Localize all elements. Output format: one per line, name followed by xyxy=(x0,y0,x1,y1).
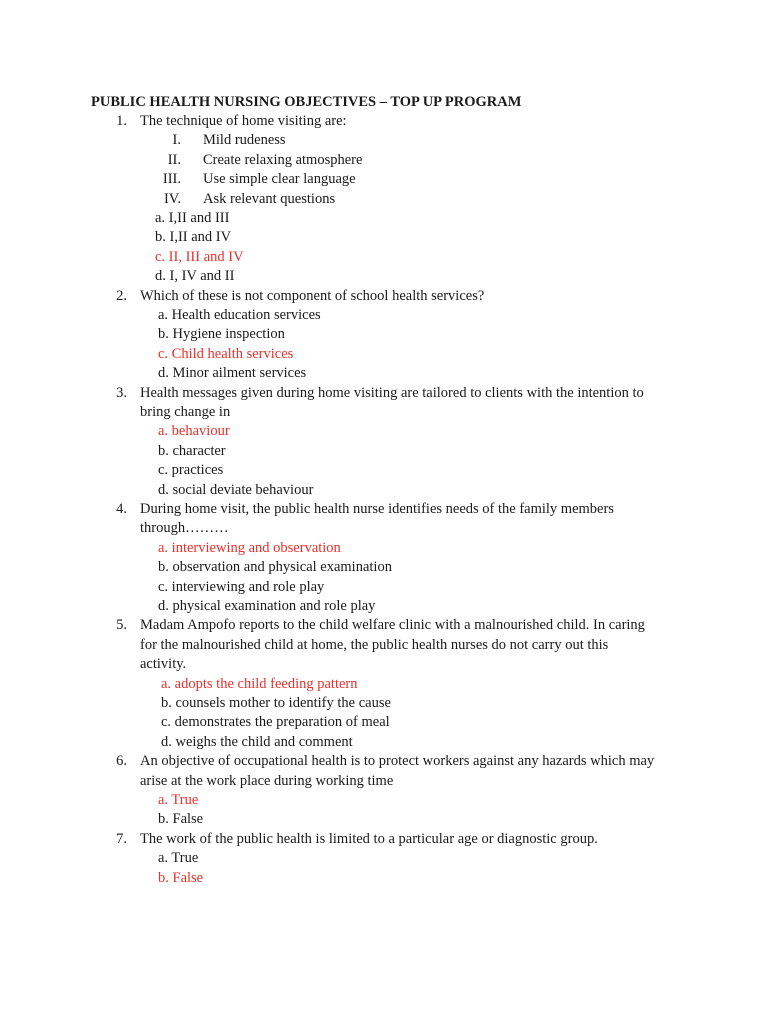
correct-answer-option: a. adopts the child feeding pattern xyxy=(161,675,358,692)
answer-option: a. I,II and III xyxy=(155,210,230,226)
question-number: 2. xyxy=(116,287,127,304)
correct-answer-option: c. II, III and IV xyxy=(155,248,244,265)
question-text: During home visit, the public health nurse identifies needs of the family members xyxy=(140,501,614,517)
question-text: Which of these is not component of school health services? xyxy=(140,287,485,304)
question-number: 7. xyxy=(116,830,127,847)
correct-answer-option: a. True xyxy=(158,792,199,808)
answer-option: b. False xyxy=(158,811,204,828)
answer-option: d. weighs the child and comment xyxy=(161,733,353,750)
answer-option: b. Hygiene inspection xyxy=(158,326,285,343)
statement-numeral: I. xyxy=(172,132,181,149)
question-text: Madam Ampofo reports to the child welfare clinic with a malnourished child. In caring xyxy=(140,617,645,634)
answer-option: b. I,II and IV xyxy=(155,229,232,246)
page-title: PUBLIC HEALTH NURSING OBJECTIVES – TOP UP PROGRAM xyxy=(91,94,522,110)
answer-option: d. Minor ailment services xyxy=(158,365,307,382)
question-number: 1. xyxy=(116,113,127,129)
answer-option: c. demonstrates the preparation of meal xyxy=(161,714,390,731)
question-text: arise at the work place during working time xyxy=(140,772,394,789)
question-text: An objective of occupational health is to protect workers against any hazards which may xyxy=(140,753,655,770)
statement-numeral: IV. xyxy=(163,190,181,207)
statement-text: Ask relevant questions xyxy=(203,190,336,207)
question-number: 3. xyxy=(116,384,127,401)
correct-answer-option: b. False xyxy=(158,869,204,886)
answer-option: b. counsels mother to identify the cause xyxy=(161,695,391,711)
answer-option: c. practices xyxy=(158,462,224,479)
answer-option: d. I, IV and II xyxy=(155,268,235,285)
question-text: activity. xyxy=(140,656,187,673)
correct-answer-option: c. Child health services xyxy=(158,345,294,362)
question-text: The work of the public health is limited to a particular age or diagnostic group. xyxy=(140,830,598,847)
question-text: bring change in xyxy=(140,404,231,420)
question-text: The technique of home visiting are: xyxy=(140,113,347,129)
statement-numeral: II. xyxy=(167,151,181,168)
question-text: through……… xyxy=(140,520,229,537)
statement-text: Create relaxing atmosphere xyxy=(203,151,363,168)
answer-option: b. observation and physical examination xyxy=(158,559,392,576)
correct-answer-option: a. behaviour xyxy=(158,423,230,440)
statement-text: Use simple clear language xyxy=(203,171,356,188)
answer-option: d. social deviate behaviour xyxy=(158,481,314,498)
question-number: 5. xyxy=(116,617,127,634)
answer-option: a. Health education services xyxy=(158,307,321,323)
question-text: for the malnourished child at home, the public health nurses do not carry out this xyxy=(140,636,609,653)
answer-option: a. True xyxy=(158,850,199,867)
question-number: 4. xyxy=(116,501,127,517)
answer-option: b. character xyxy=(158,442,226,459)
correct-answer-option: a. interviewing and observation xyxy=(158,539,341,556)
question-number: 6. xyxy=(116,753,127,770)
answer-option: d. physical examination and role play xyxy=(158,598,376,614)
statement-numeral: III. xyxy=(162,171,181,188)
statement-text: Mild rudeness xyxy=(203,132,286,149)
answer-option: c. interviewing and role play xyxy=(158,578,325,595)
question-text: Health messages given during home visiting are tailored to clients with the intention to xyxy=(140,384,644,401)
